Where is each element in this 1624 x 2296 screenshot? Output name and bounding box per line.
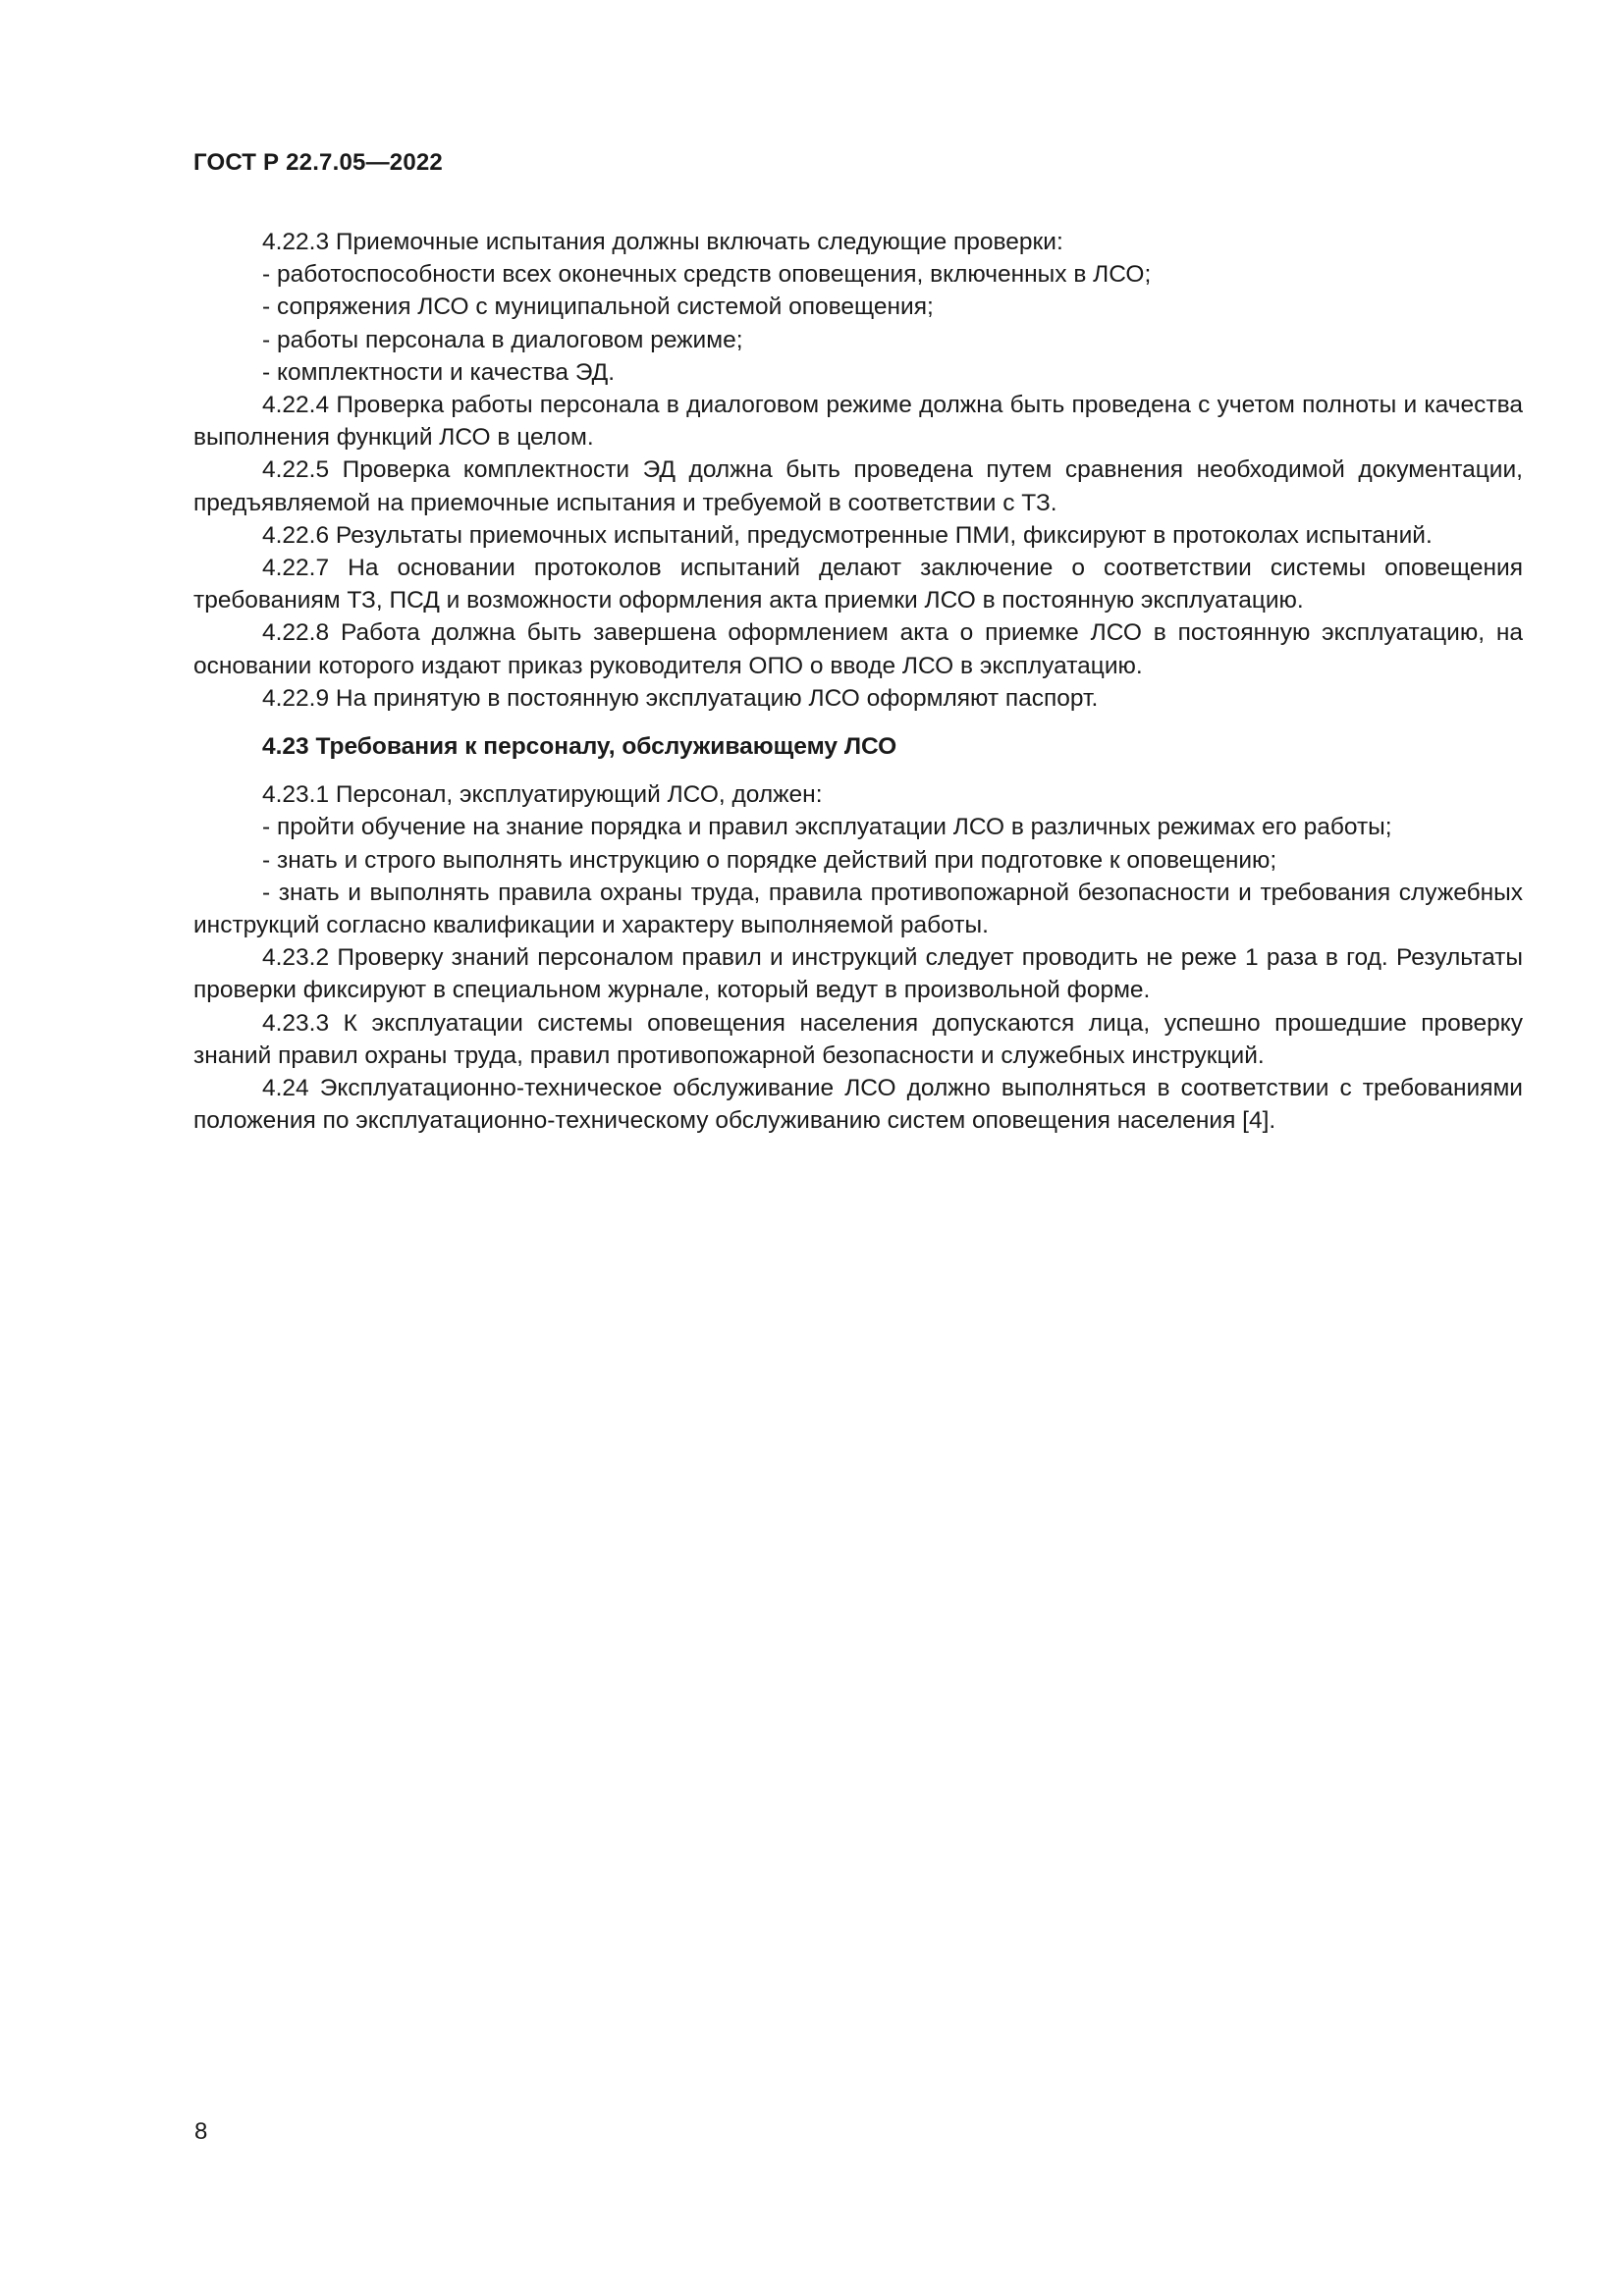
paragraph-4-22-3: 4.22.3 Приемочные испытания должны включать следующие проверки: [262,229,1063,255]
paragraph-4-22-8: 4.22.8 Работа должна быть завершена оформлением акта о приемке ЛСО в постоянную эксплуатацию, на основании которого издают приказ руководителя ОПО о вводе ЛСО в эксплуатацию. [193,619,1523,679]
paragraph-4-22-7: 4.22.7 На основании протоколов испытаний делают заключение о соответствии системы оповещения требованиям ТЗ, ПСД и возможности оформления акта приемки ЛСО в постоянную эксплуатацию. [193,555,1523,614]
paragraph-4-23-3: 4.23.3 К эксплуатации системы оповещения населения допускаются лица, успешно прошедшие проверку знаний правил охраны труда, правил противопожарной безопасности и служебных инструкций. [193,1009,1523,1069]
list-item: - комплектности и качества ЭД. [262,358,616,386]
list-item: - работы персонала в диалоговом режиме; [262,326,743,353]
document-header: ГОСТ Р 22.7.05—2022 [193,149,443,176]
list-item: - знать и строго выполнять инструкцию о порядке действий при подготовке к оповещению; [262,846,1277,874]
paragraph-4-22-5: 4.22.5 Проверка комплектности ЭД должна быть проведена путем сравнения необходимой документации, предъявляемой на приемочные испытания и требуемой в соответствии с ТЗ. [193,456,1523,516]
list-item: - пройти обучение на знание порядка и правил эксплуатации ЛСО в различных режимах его работы; [262,814,1392,841]
document-body [193,226,1523,1137]
paragraph-4-23-1: 4.23.1 Персонал, эксплуатирующий ЛСО, должен: [262,781,823,809]
section-heading-4-23: 4.23 Требования к персоналу, обслуживающему ЛСО [262,733,897,761]
paragraph-4-24: 4.24 Эксплуатационно-техническое обслуживание ЛСО должно выполняться в соответствии с требованиями положения по эксплуатационно-техническому обслуживанию систем оповещения населения [4]. [193,1075,1523,1135]
paragraph-4-23-2: 4.23.2 Проверку знаний персоналом правил и инструкций следует проводить не реже 1 раза в год. Результаты проверки фиксируют в специальном журнале, который ведут в произвольной форме. [193,944,1523,1004]
page-number: 8 [194,2118,208,2145]
paragraph-4-22-9: 4.22.9 На принятую в постоянную эксплуатацию ЛСО оформляют паспорт. [262,684,1099,712]
list-item: - работоспособности всех оконечных средств оповещения, включенных в ЛСО; [262,261,1152,289]
list-item: - сопряжения ЛСО с муниципальной системой оповещения; [262,294,934,321]
paragraph-4-22-6: 4.22.6 Результаты приемочных испытаний, предусмотренные ПМИ, фиксируют в протоколах испытаний. [262,521,1433,549]
paragraph-4-22-4: 4.22.4 Проверка работы персонала в диалоговом режиме должна быть проведена с учетом полноты и качества выполнения функций ЛСО в целом. [193,392,1523,452]
list-item: - знать и выполнять правила охраны труда, правила противопожарной безопасности и требования служебных инструкций согласно квалификации и характеру выполняемой работы. [193,879,1523,939]
